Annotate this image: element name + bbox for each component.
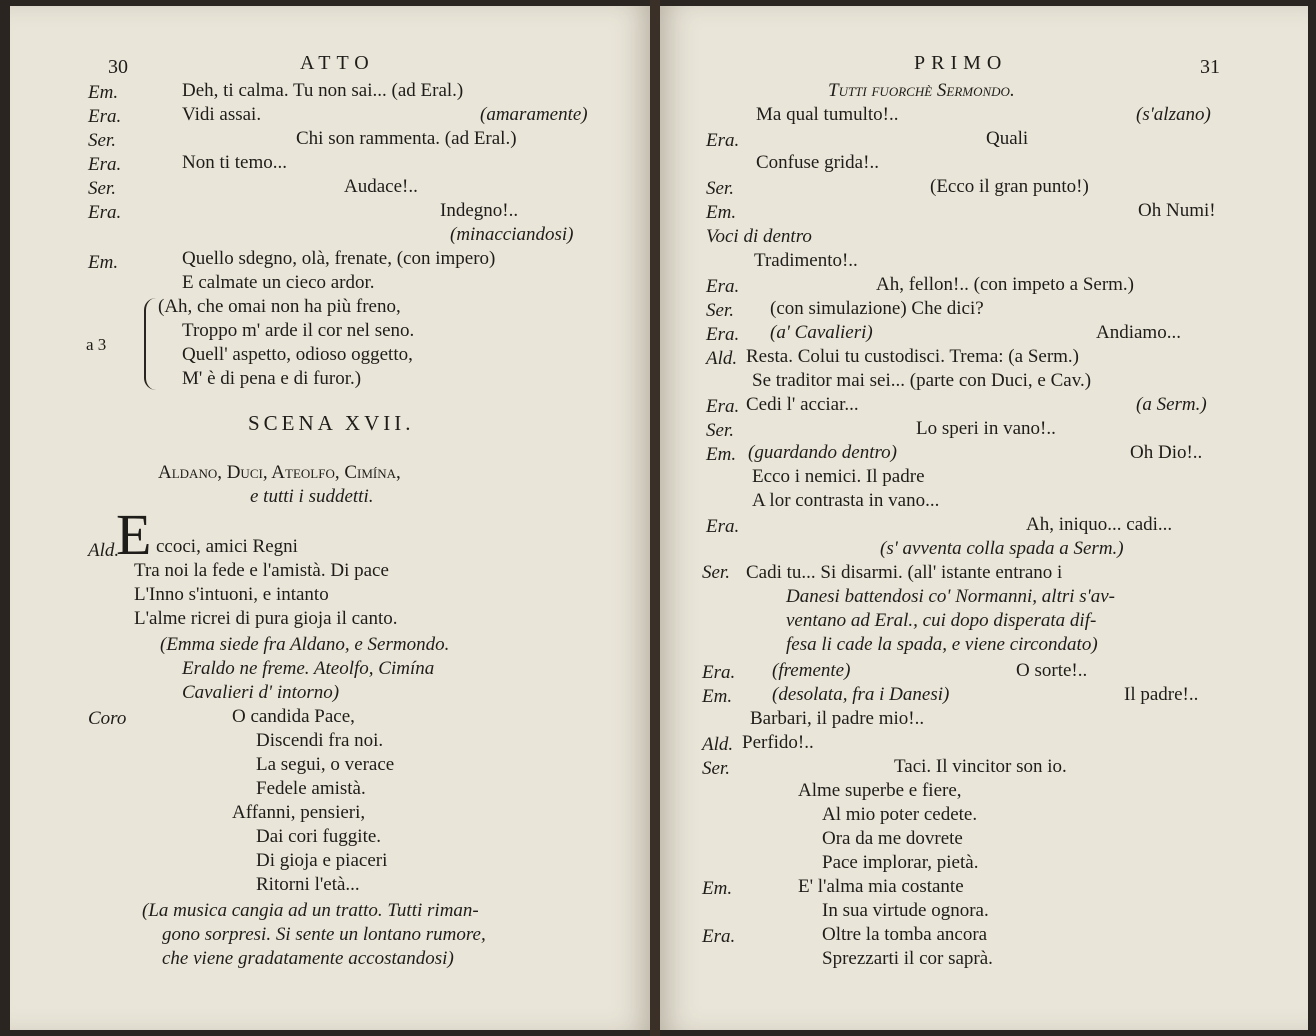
cast-list: Aldano, Duci, Ateolfo, Cimína, — [158, 462, 401, 483]
speaker: Ser. — [702, 758, 730, 779]
verse-line: A lor contrasta in vano... — [752, 490, 940, 511]
verse-line: Pace implorar, pietà. — [822, 852, 979, 873]
verse-line: Tradimento!.. — [754, 250, 858, 271]
verse-line: Sprezzarti il cor saprà. — [822, 948, 993, 969]
verse-line: Lo speri in vano!.. — [916, 418, 1056, 439]
verse-line: Quello sdegno, olà, frenate, (con impero) — [182, 248, 496, 269]
verse-line: O candida Pace, — [232, 706, 355, 727]
verse-line: Ma qual tumulto!.. — [756, 104, 899, 125]
stage-direction: (La musica cangia ad un tratto. Tutti riman- — [142, 900, 479, 921]
verse-line: Alme superbe e fiere, — [798, 780, 962, 801]
drop-cap: E — [116, 502, 152, 567]
page-number: 30 — [108, 56, 128, 78]
speaker: Em. — [706, 444, 737, 465]
speaker: Coro — [88, 708, 127, 729]
verse-line: ccoci, amici Regni — [156, 536, 298, 557]
speaker: Em. — [88, 252, 119, 273]
verse-line: La segui, o verace — [256, 754, 395, 775]
verse-line: Non ti temo... — [182, 152, 288, 173]
ensemble-label: a 3 — [86, 335, 107, 354]
stage-direction: (Emma siede fra Aldano, e Sermondo. — [160, 634, 450, 655]
speaker: Era. — [88, 202, 122, 223]
verse-line: O sorte!.. — [1016, 660, 1088, 681]
scene-title: SCENA XVII. — [248, 411, 415, 435]
stage-direction: (fremente) — [772, 660, 851, 681]
verse-line: Oh Dio!.. — [1130, 442, 1203, 463]
verse-line: Ora da me dovrete — [822, 828, 963, 849]
stage-direction: fesa li cade la spada, e viene circondato) — [786, 634, 1098, 655]
speaker: Era. — [702, 926, 736, 947]
verse-line: Discendi fra noi. — [256, 730, 384, 751]
verse-line: M' è di pena e di furor.) — [182, 368, 362, 389]
verse-line: Quell' aspetto, odioso oggetto, — [182, 344, 413, 365]
speaker: Era. — [88, 154, 122, 175]
speaker: Ald. — [702, 734, 734, 755]
verse-line: Di gioja e piaceri — [256, 850, 388, 871]
verse-line: Oh Numi! — [1138, 200, 1216, 221]
verse-line: L'alme ricrei di pura gioja il canto. — [134, 608, 398, 629]
stage-direction: (s'alzano) — [1136, 104, 1211, 125]
verse-line: Cadi tu... Si disarmi. (all' istante entrano i — [746, 562, 1063, 583]
verse-line: Oltre la tomba ancora — [822, 924, 988, 945]
speaker: Ser. — [706, 300, 734, 321]
verse-line: Indegno!.. — [440, 200, 519, 221]
speaker: Ser. — [88, 130, 116, 151]
verse-line: (Ah, che omai non ha più freno, — [158, 296, 401, 317]
speaker: Era. — [706, 396, 740, 417]
book-gutter — [650, 0, 660, 1036]
stage-direction: (guardando dentro) — [748, 442, 897, 463]
speaker: Ser. — [706, 178, 734, 199]
stage-direction: Voci di dentro — [706, 226, 812, 247]
brace — [144, 298, 156, 390]
verse-line: Andiamo... — [1096, 322, 1181, 343]
speaker: Era. — [706, 516, 740, 537]
verse-line: E calmate un cieco ardor. — [182, 272, 375, 293]
verse-line: Confuse grida!.. — [756, 152, 879, 173]
speaker: Em. — [88, 82, 119, 103]
verse-line: (con simulazione) Che dici? — [770, 298, 984, 319]
stage-direction: ventano ad Eral., cui dopo disperata dif- — [786, 610, 1097, 631]
verse-line: Ah, fellon!.. (con impeto a Serm.) — [876, 274, 1135, 295]
verse-line: Cedi l' acciar... — [746, 394, 859, 415]
verse-line: (Ecco il gran punto!) — [930, 176, 1089, 197]
speaker: Era. — [706, 276, 740, 297]
speaker: Era. — [706, 324, 740, 345]
verse-line: Perfido!.. — [742, 732, 814, 753]
stage-direction: (amaramente) — [480, 104, 588, 125]
verse-line: Taci. Il vincitor son io. — [894, 756, 1067, 777]
verse-line: Fedele amistà. — [256, 778, 366, 799]
speaker: Ser. — [702, 562, 730, 583]
stage-direction: (a' Cavalieri) — [770, 322, 873, 343]
speaker: Ser. — [706, 420, 734, 441]
stage-direction: gono sorpresi. Si sente un lontano rumore, — [162, 924, 486, 945]
page-number: 31 — [1200, 56, 1220, 78]
speaker: Era. — [702, 662, 736, 683]
verse-line: Al mio poter cedete. — [822, 804, 978, 825]
verse-line: Quali — [986, 128, 1029, 149]
speaker: Em. — [702, 878, 733, 899]
verse-line: Chi son rammenta. (ad Eral.) — [296, 128, 517, 149]
verse-line: Ah, iniquo... cadi... — [1026, 514, 1173, 535]
verse-line: L'Inno s'intuoni, e intanto — [134, 584, 329, 605]
verse-line: Deh, ti calma. Tu non sai... (ad Eral.) — [182, 80, 464, 101]
verse-line: Ritorni l'età... — [256, 874, 360, 895]
verse-line: Se traditor mai sei... (parte con Duci, e Cav.) — [752, 370, 1092, 391]
running-head: PRIMO — [914, 52, 1008, 74]
verse-line: Tra noi la fede e l'amistà. Di pace — [134, 560, 389, 581]
cast-list: Tutti fuorchè Sermondo. — [828, 80, 1015, 101]
speaker: Ald. — [706, 348, 738, 369]
right-page — [660, 6, 1308, 1030]
speaker: Ser. — [88, 178, 116, 199]
stage-direction: che viene gradatamente accostandosi) — [162, 948, 454, 969]
stage-direction: Cavalieri d' intorno) — [182, 682, 340, 703]
verse-line: Troppo m' arde il cor nel seno. — [182, 320, 415, 341]
verse-line: Barbari, il padre mio!.. — [750, 708, 925, 729]
stage-direction: (s' avventa colla spada a Serm.) — [880, 538, 1124, 559]
stage-direction: Danesi battendosi co' Normanni, altri s'av- — [786, 586, 1116, 607]
verse-line: Dai cori fuggite. — [256, 826, 382, 847]
verse-line: In sua virtude ognora. — [822, 900, 989, 921]
speaker: Em. — [706, 202, 737, 223]
verse-line: Vidi assai. — [182, 104, 262, 125]
left-page — [10, 6, 650, 1030]
running-head: ATTO — [300, 52, 375, 74]
verse-line: Audace!.. — [344, 176, 418, 197]
stage-direction: (desolata, fra i Danesi) — [772, 684, 950, 705]
stage-direction: (a Serm.) — [1136, 394, 1207, 415]
stage-direction: Eraldo ne freme. Ateolfo, Cimína — [182, 658, 435, 679]
speaker: Em. — [702, 686, 733, 707]
speaker: Era. — [706, 130, 740, 151]
verse-line: E' l'alma mia costante — [798, 876, 964, 897]
speaker: Era. — [88, 106, 122, 127]
verse-line: Resta. Colui tu custodisci. Trema: (a Serm.) — [746, 346, 1080, 367]
speaker: Ald. — [88, 540, 120, 561]
verse-line: Il padre!.. — [1124, 684, 1199, 705]
cast-list: e tutti i suddetti. — [250, 486, 374, 507]
verse-line: Ecco i nemici. Il padre — [752, 466, 925, 487]
stage-direction: (minacciandosi) — [450, 224, 574, 245]
verse-line: Affanni, pensieri, — [232, 802, 366, 823]
